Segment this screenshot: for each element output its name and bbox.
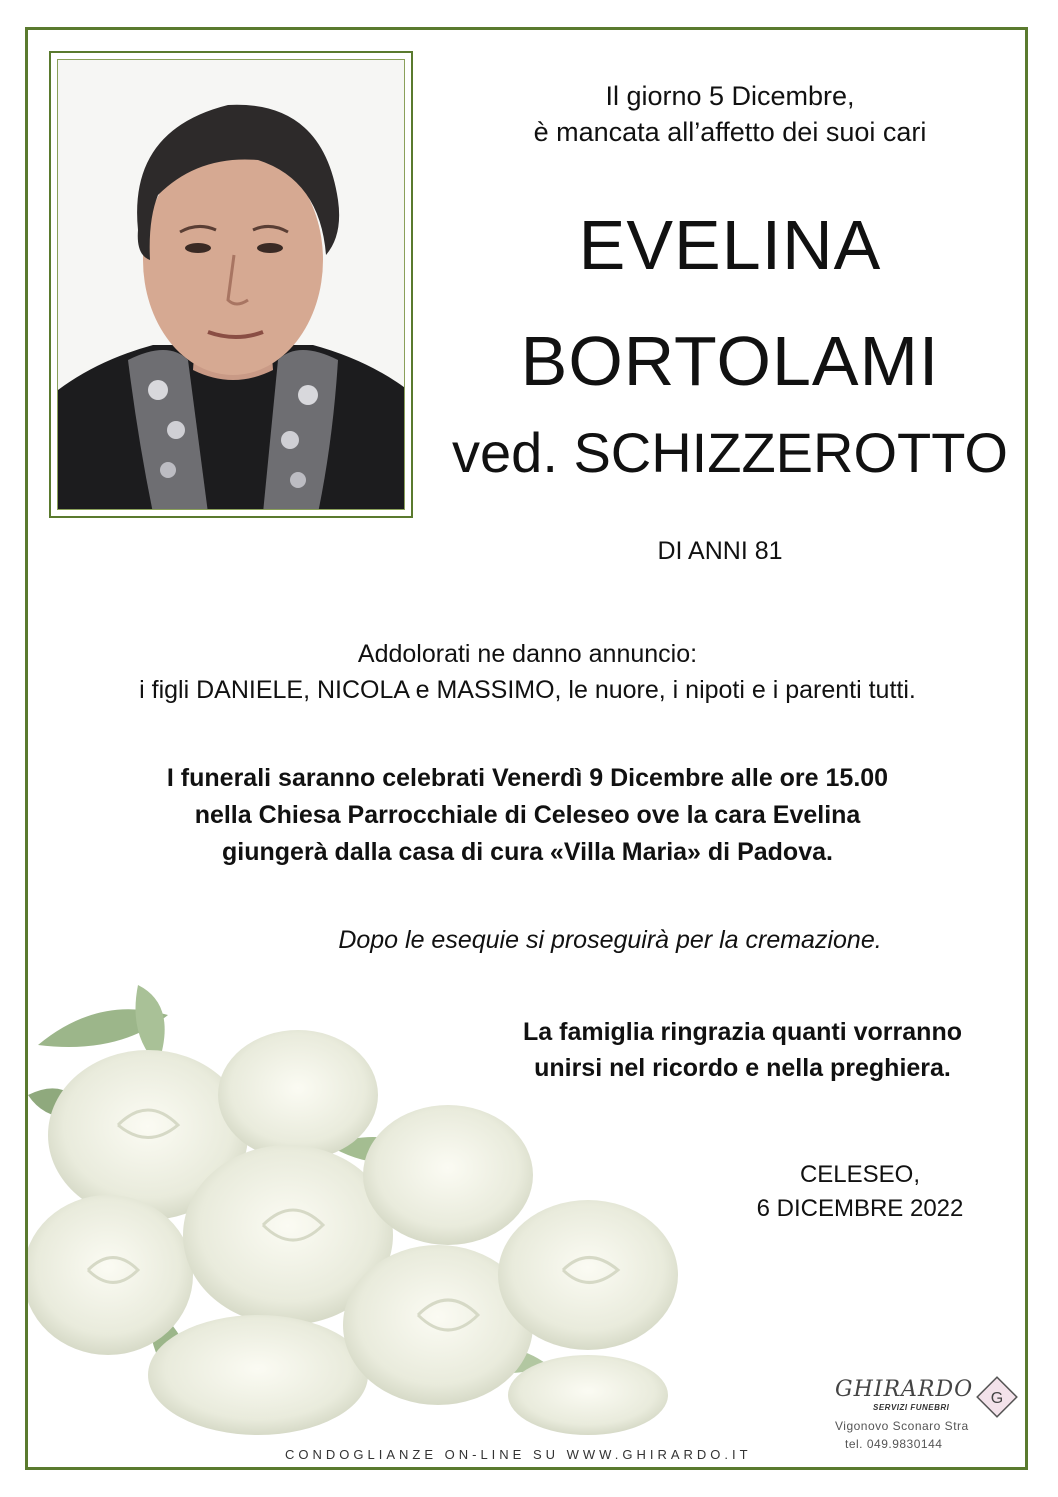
- announcement: [40, 636, 1015, 708]
- funeral-home-logo: [835, 1375, 1025, 1465]
- intro-text: [460, 78, 1000, 150]
- portrait-photo: [57, 59, 405, 510]
- date-text: 6 DICEMBRE 2022: [756, 1195, 964, 1222]
- funeral-details: [40, 760, 1015, 871]
- logo-address: Vigonovo Sconaro Stra: [835, 1419, 969, 1433]
- funeral-line-3: giungerà dalla casa di cura «Villa Maria» di Padova.: [222, 838, 833, 866]
- funeral-line-2: nella Chiesa Parrocchiale di Celeseo ove la cara Evelina: [194, 801, 861, 829]
- thanks-line-2: unirsi nel ricordo e nella preghiera.: [534, 1054, 951, 1082]
- logo-mark-letter: G: [990, 1390, 1004, 1407]
- intro-line-2: è mancata all’affetto dei suoi cari: [533, 117, 927, 147]
- announce-line-2: i figli DANIELE, NICOLA e MASSIMO, le nuore, i nipoti e i parenti tutti.: [139, 676, 916, 704]
- family-thanks: [430, 1014, 1055, 1086]
- logo-diamond-icon: [975, 1375, 1019, 1419]
- deceased-first-name: EVELINA: [578, 206, 882, 284]
- age-text: DI ANNI 81: [657, 537, 783, 565]
- cremation-note: Dopo le esequie si proseguirà per la cremazione.: [338, 926, 882, 954]
- logo-subtitle: SERVIZI FUNEBRI: [873, 1403, 950, 1412]
- deceased-last-name: BORTOLAMI: [520, 322, 940, 400]
- logo-phone: tel. 049.9830144: [845, 1437, 943, 1451]
- place-text: CELESEO,: [799, 1161, 921, 1188]
- intro-line-1: Il giorno 5 Dicembre,: [605, 81, 855, 111]
- condolences-footer: CONDOGLIANZE ON-LINE SU WWW.GHIRARDO.IT: [285, 1447, 752, 1462]
- place-and-date: [730, 1158, 990, 1226]
- portrait-frame: [49, 51, 413, 518]
- deceased-married-name: ved. SCHIZZEROTTO: [452, 421, 1008, 484]
- thanks-line-1: La famiglia ringrazia quanti vorranno: [523, 1018, 962, 1046]
- logo-brand-name: GHIRARDO: [835, 1377, 974, 1402]
- announce-line-1: Addolorati ne danno annuncio:: [357, 640, 698, 668]
- funeral-line-1: I funerali saranno celebrati Venerdì 9 Dicembre alle ore 15.00: [166, 764, 889, 792]
